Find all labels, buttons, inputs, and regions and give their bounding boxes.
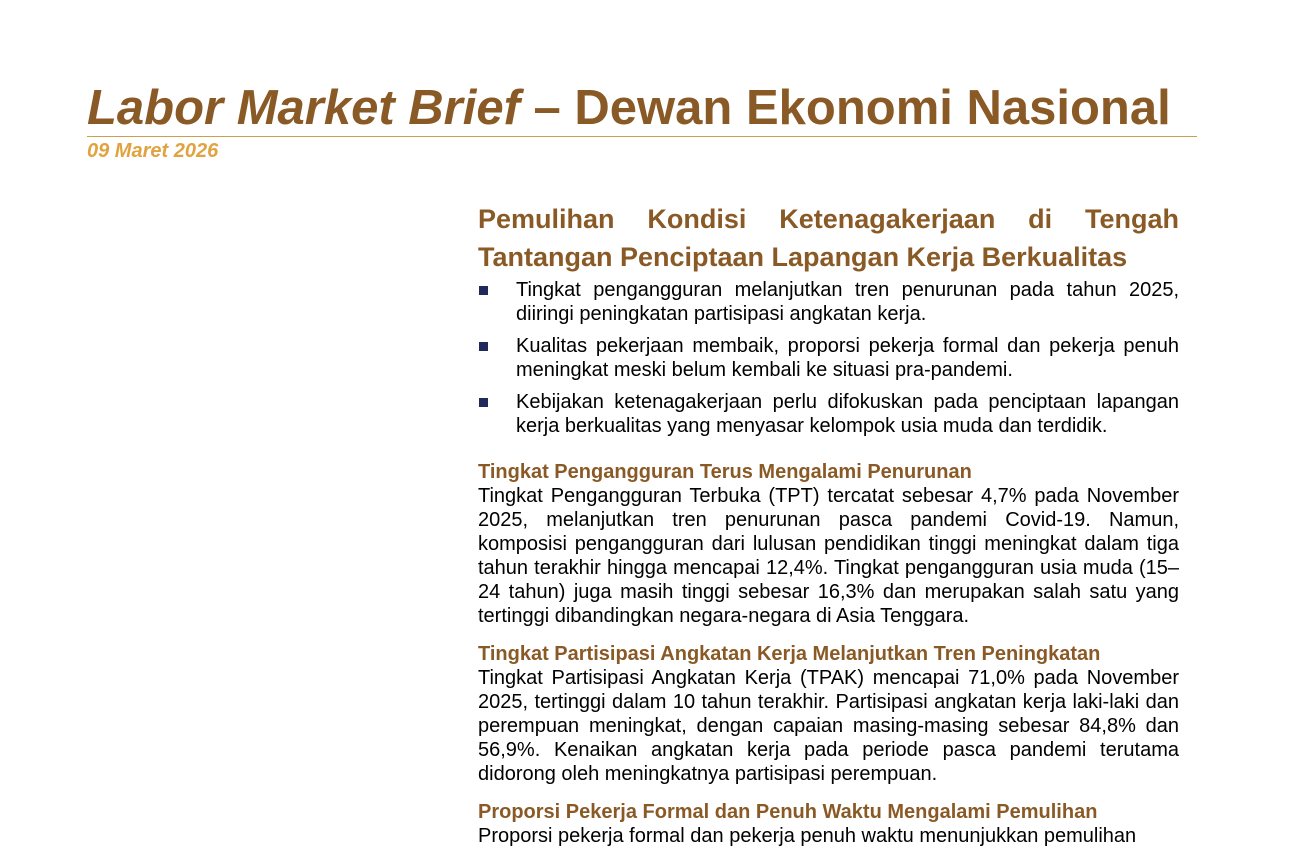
main-content (478, 200, 1179, 848)
headline-line-2: Tantangan Penciptaan Lapangan Kerja Berkualitas (478, 242, 1128, 272)
key-point-text: Kualitas pekerjaan membaik, proporsi pekerja formal dan pekerja penuh meningkat meski belum kembali ke situasi pra-pandemi. (516, 335, 1179, 381)
key-points-list (478, 278, 1179, 438)
headline (478, 200, 1179, 276)
document-header (87, 80, 1197, 164)
document-title-italic: Labor Market Brief (87, 81, 520, 135)
header-divider (87, 136, 1197, 137)
key-point (478, 334, 1179, 382)
section-body: Tingkat Partisipasi Angkatan Kerja (TPAK) mencapai 71,0% pada November 2025, tertinggi dalam 10 tahun terakhir. Partisipasi angkatan kerja laki-laki dan perempuan meningkat, dengan capaian masing-masing sebesar 84,8% dan 56,9%. Kenaikan angkatan kerja pada periode pasca pandemi terutama didorong oleh meningkatnya partisipasi perempuan. (478, 667, 1179, 785)
key-point-text: Tingkat pengangguran melanjutkan tren penurunan pada tahun 2025, diiringi peningkatan partisipasi angkatan kerja. (516, 279, 1179, 325)
square-bullet-icon (479, 398, 488, 407)
section-title: Proporsi Pekerja Formal dan Penuh Waktu Mengalami Pemulihan (478, 801, 1098, 823)
document-title-rest: – Dewan Ekonomi Nasional (519, 81, 1171, 135)
document-date: 09 Maret 2026 (87, 140, 219, 162)
section-title: Tingkat Pengangguran Terus Mengalami Penurunan (478, 461, 972, 483)
section-title: Tingkat Partisipasi Angkatan Kerja Melanjutkan Tren Peningkatan (478, 643, 1101, 665)
section-formal-workers (478, 800, 1179, 848)
document-title (87, 80, 1197, 136)
section-labor-participation (478, 642, 1179, 786)
section-body: Tingkat Pengangguran Terbuka (TPT) tercatat sebesar 4,7% pada November 2025, melanjutkan tren penurunan pasca pandemi Covid-19. Namun, komposisi pengangguran dari lulusan pendidikan tinggi meningkat dalam tiga tahun terakhir hingga mencapai 12,4%. Tingkat pengangguran usia muda (15–24 tahun) juga masih tinggi sebesar 16,3% dan merupakan salah satu yang tertinggi dibandingkan negara-negara di Asia Tenggara. (478, 485, 1179, 627)
headline-line-1: Pemulihan Kondisi Ketenagakerjaan di Tengah (478, 204, 1179, 234)
section-body: Proporsi pekerja formal dan pekerja penuh waktu menunjukkan pemulihan (478, 825, 1137, 847)
key-point (478, 278, 1179, 326)
square-bullet-icon (479, 342, 488, 351)
key-point (478, 390, 1179, 438)
section-unemployment (478, 460, 1179, 628)
key-point-text: Kebijakan ketenagakerjaan perlu difokuskan pada penciptaan lapangan kerja berkualitas yang menyasar kelompok usia muda dan terdidik. (516, 391, 1179, 437)
square-bullet-icon (479, 286, 488, 295)
